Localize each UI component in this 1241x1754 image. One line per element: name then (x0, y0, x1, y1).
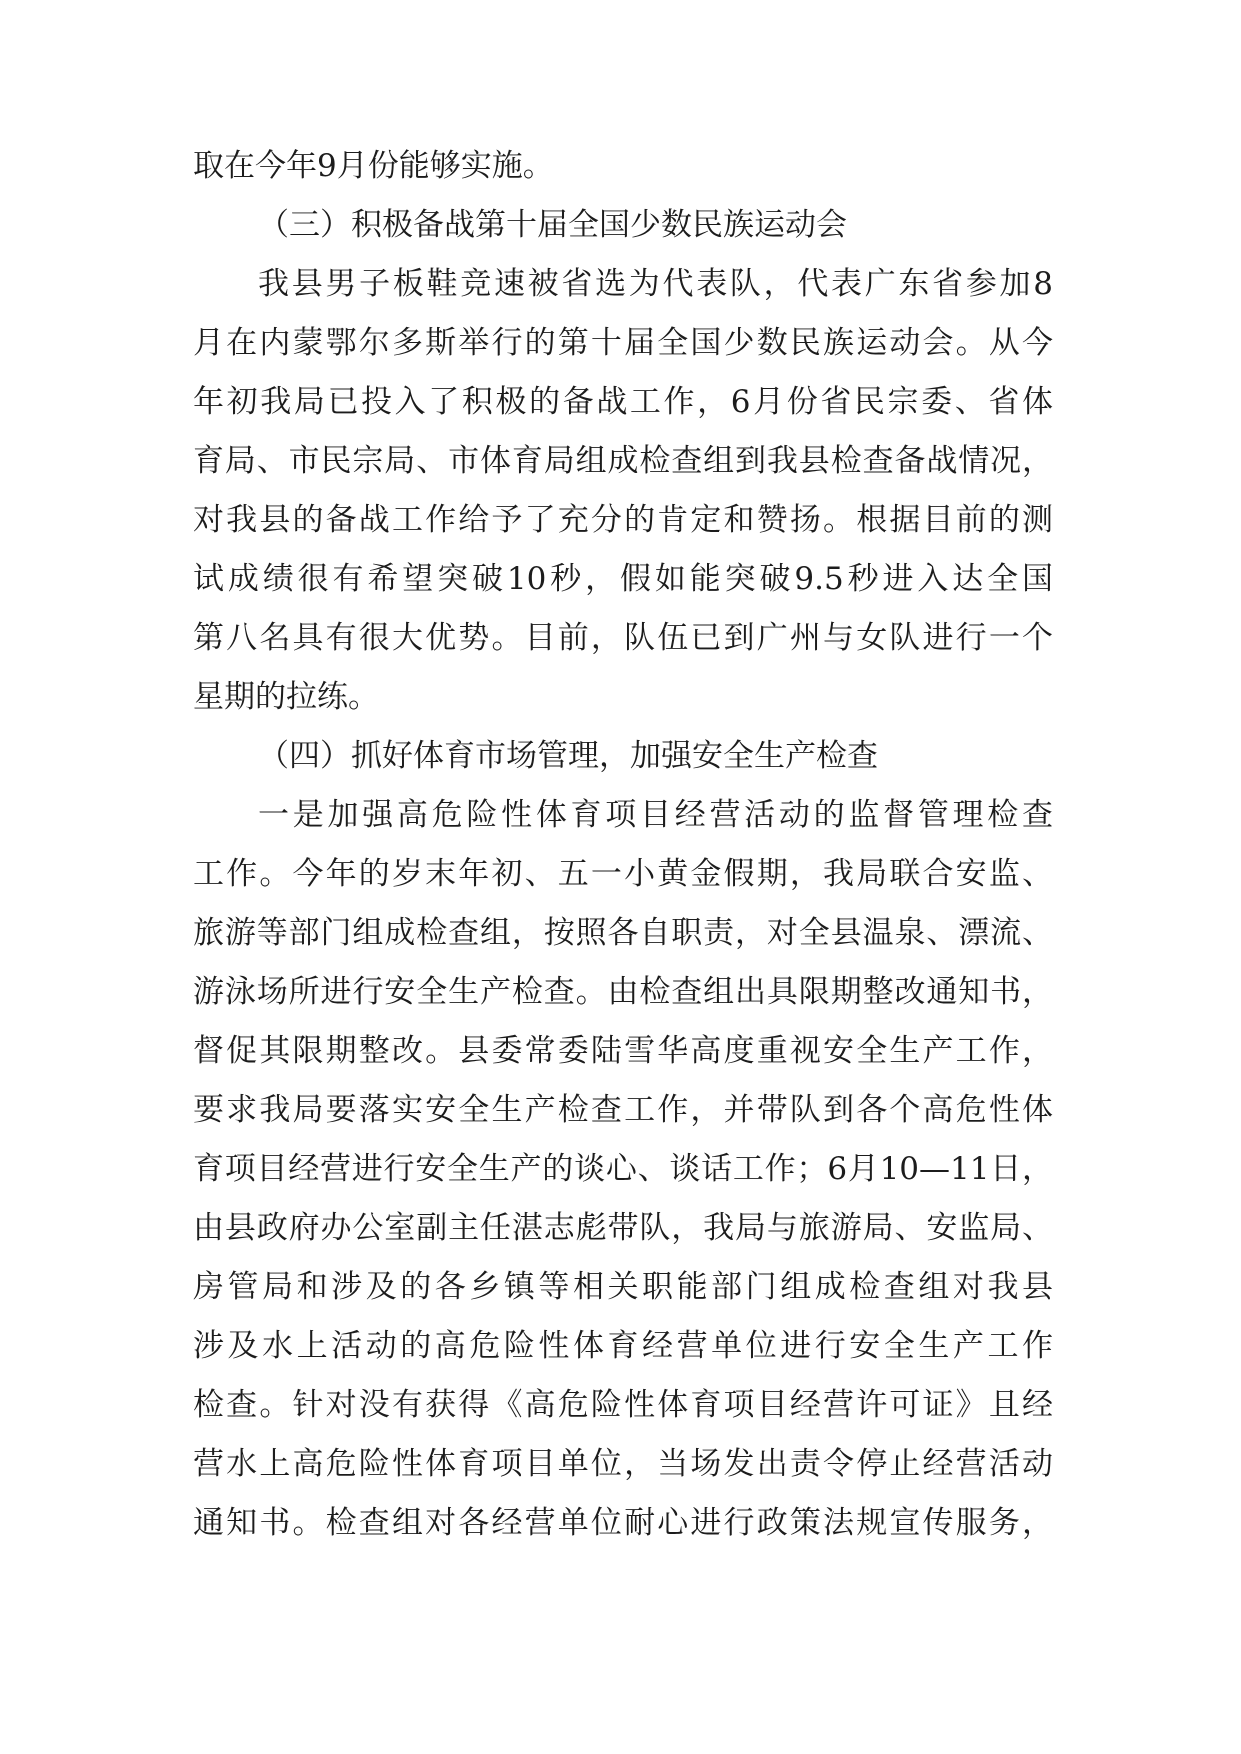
paragraph-line: 一是加强高危险性体育项目经营活动的监督管理检查 (258, 797, 1053, 833)
paragraph-line: 涉及水上活动的高危险性体育经营单位进行安全生产工作 (193, 1328, 1053, 1364)
paragraph-line: 由县政府办公室副主任湛志彪带队，我局与旅游局、安监局、 (193, 1210, 1053, 1246)
paragraph-line: 旅游等部门组成检查组，按照各自职责，对全县温泉、漂流、 (193, 915, 1053, 951)
paragraph-line: 我县男子板鞋竞速被省选为代表队，代表广东省参加8 (258, 266, 1053, 302)
paragraph-line: 通知书。检查组对各经营单位耐心进行政策法规宣传服务， (193, 1505, 1053, 1541)
paragraph-line: 取在今年9月份能够实施。 (193, 148, 554, 184)
paragraph-line: 星期的拉练。 (193, 679, 379, 715)
section-heading-3: （三）积极备战第十届全国少数民族运动会 (258, 207, 847, 243)
paragraph-line: 游泳场所进行安全生产检查。由检查组出具限期整改通知书， (193, 974, 1053, 1010)
paragraph-line: 督促其限期整改。县委常委陆雪华高度重视安全生产工作， (193, 1033, 1053, 1069)
paragraph-line: 要求我局要落实安全生产检查工作，并带队到各个高危性体 (193, 1092, 1053, 1128)
paragraph-line: 育项目经营进行安全生产的谈心、谈话工作；6月10—11日， (193, 1151, 1053, 1187)
paragraph-line: 工作。今年的岁末年初、五一小黄金假期，我局联合安监、 (193, 856, 1053, 892)
paragraph-line: 检查。针对没有获得《高危险性体育项目经营许可证》且经 (193, 1387, 1053, 1423)
paragraph-line: 试成绩很有希望突破10秒，假如能突破9.5秒进入达全国 (193, 561, 1053, 597)
paragraph-line: 房管局和涉及的各乡镇等相关职能部门组成检查组对我县 (193, 1269, 1053, 1305)
paragraph-line: 第八名具有很大优势。目前，队伍已到广州与女队进行一个 (193, 620, 1053, 656)
section-heading-4: （四）抓好体育市场管理，加强安全生产检查 (258, 738, 878, 774)
paragraph-line: 年初我局已投入了积极的备战工作，6月份省民宗委、省体 (193, 384, 1053, 420)
paragraph-line: 对我县的备战工作给予了充分的肯定和赞扬。根据目前的测 (193, 502, 1053, 538)
paragraph-line: 月在内蒙鄂尔多斯举行的第十届全国少数民族运动会。从今 (193, 325, 1053, 361)
paragraph-line: 营水上高危险性体育项目单位，当场发出责令停止经营活动 (193, 1446, 1053, 1482)
paragraph-line: 育局、市民宗局、市体育局组成检查组到我县检查备战情况， (193, 443, 1053, 479)
